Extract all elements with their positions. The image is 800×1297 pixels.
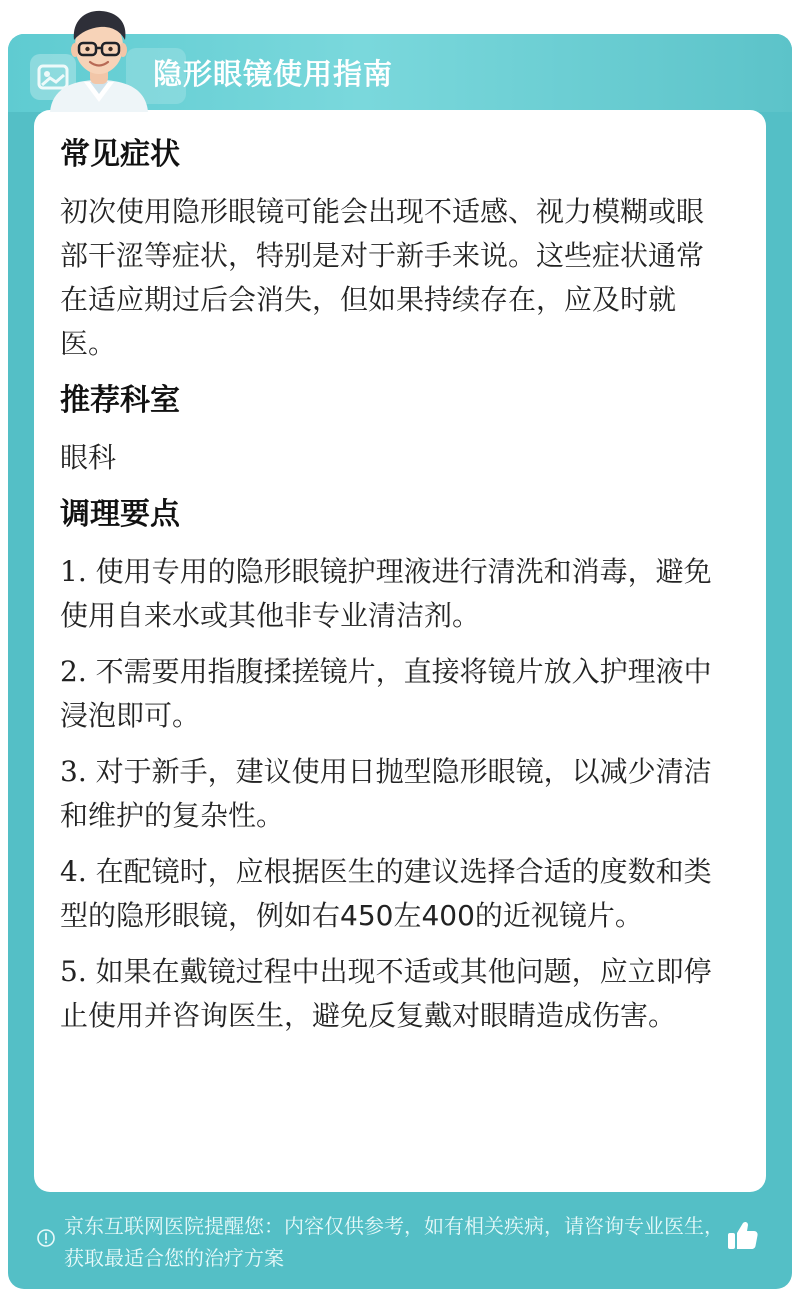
thumbs-up-icon[interactable] <box>724 1218 760 1254</box>
footer-notice <box>36 1210 726 1274</box>
list-item-number: 1. <box>60 555 87 588</box>
content-card <box>34 110 766 1192</box>
department-text: 眼科 <box>60 441 117 474</box>
department-heading: 推荐科室 <box>60 383 180 418</box>
list-item-text: 不需要用指腹揉搓镜片，直接将镜片放入护理液中浸泡即可。 <box>60 655 712 732</box>
list-item <box>60 650 724 738</box>
symptoms-text: 初次使用隐形眼镜可能会出现不适感、视力模糊或眼部干涩等症状，特别是对于新手来说。这些症状通常在适应期过后会消失，但如果持续存在，应及时就医。 <box>60 195 705 360</box>
list-item-text: 在配镜时，应根据医生的建议选择合适的度数和类型的隐形眼镜，例如右450左400的近视镜片。 <box>60 855 712 932</box>
footer-notice-text: 京东互联网医院提醒您：内容仅供参考，如有相关疾病，请咨询专业医生，获取最适合您的治疗方案 <box>64 1214 724 1270</box>
page-title: 隐形眼镜使用指南 <box>153 57 394 91</box>
content-body <box>60 132 724 1050</box>
list-item-number: 4. <box>60 855 87 888</box>
doctor-avatar <box>44 6 154 112</box>
list-item-text: 使用专用的隐形眼镜护理液进行清洗和消毒，避免使用自来水或其他非专业清洁剂。 <box>60 555 712 632</box>
list-item-number: 3. <box>60 755 87 788</box>
list-item-number: 2. <box>60 655 87 688</box>
list-item-text: 对于新手，建议使用日抛型隐形眼镜，以减少清洁和维护的复杂性。 <box>60 755 712 832</box>
symptoms-heading: 常见症状 <box>60 137 180 172</box>
care-heading: 调理要点 <box>60 497 180 532</box>
list-item <box>60 550 724 638</box>
list-item <box>60 750 724 838</box>
list-item <box>60 850 724 938</box>
list-item-text: 如果在戴镜过程中出现不适或其他问题，应立即停止使用并咨询医生，避免反复戴对眼睛造成伤害。 <box>60 955 712 1032</box>
list-item-number: 5. <box>60 955 87 988</box>
info-circle-icon <box>36 1228 56 1248</box>
list-item <box>60 950 724 1038</box>
